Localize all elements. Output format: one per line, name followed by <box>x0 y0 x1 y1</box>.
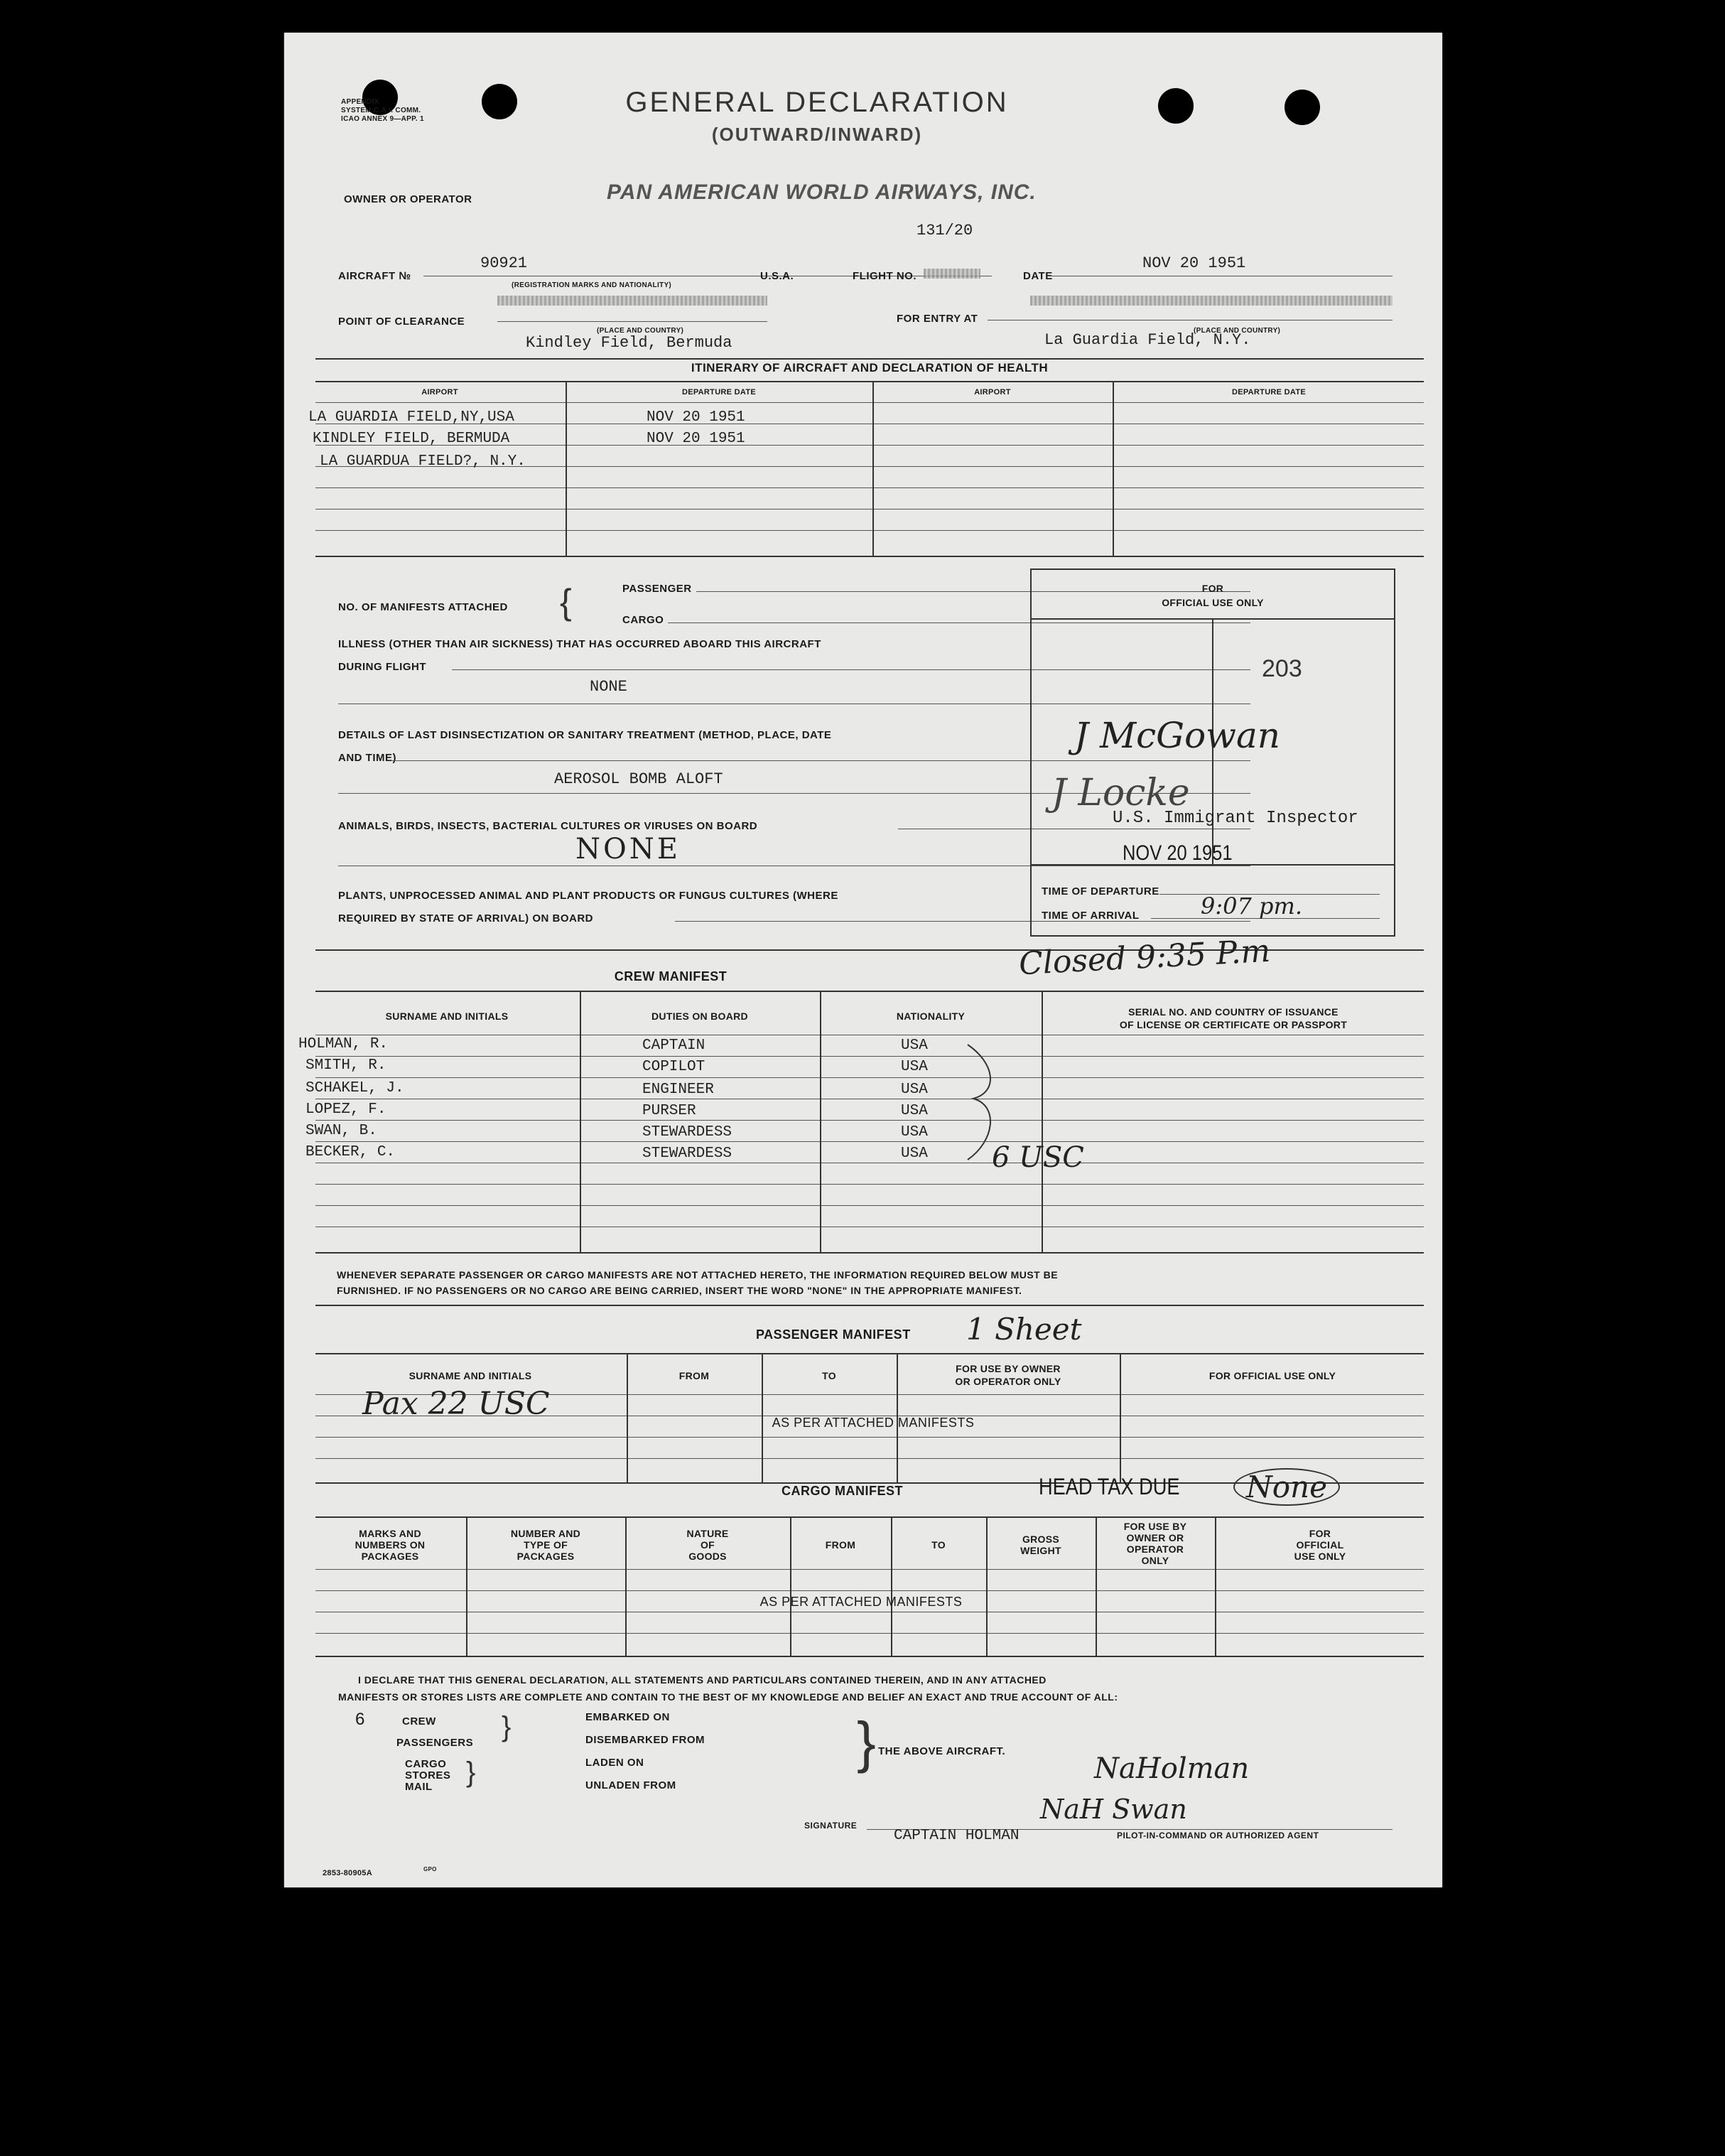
brace: } <box>466 1757 476 1788</box>
illness-value: NONE <box>590 678 627 696</box>
cargo-col-to: TO <box>931 1539 946 1551</box>
captain-name: CAPTAIN HOLMAN <box>894 1828 1020 1844</box>
brace: } <box>502 1711 512 1742</box>
crew-col-serial-2: OF LICENSE OR CERTIFICATE OR PASSPORT <box>1119 1019 1348 1030</box>
itinerary-date: NOV 20 1951 <box>647 409 745 426</box>
pilot-signature: NaHolman <box>1094 1752 1250 1785</box>
passengers-label: PASSENGERS <box>396 1737 474 1749</box>
brace: { <box>560 582 572 622</box>
official-title-2: OFFICIAL USE ONLY <box>1162 597 1264 608</box>
crew-duty: STEWARDESS <box>642 1146 732 1162</box>
itinerary-airport: LA GUARDIA FIELD,NY,USA <box>308 409 514 426</box>
cargo-col-from: FROM <box>825 1539 856 1551</box>
crew-nationality: USA <box>901 1082 928 1098</box>
cargo-col-official <box>1216 1528 1424 1562</box>
crew-nationality: USA <box>901 1103 928 1119</box>
declaration-line-2: MANIFESTS OR STORES LISTS ARE COMPLETE AND CONTAIN TO THE BEST OF MY KNOWLEDGE AND BELIEF AN EXACT AND TRUE ACCOUNT OF ALL: <box>338 1691 1118 1703</box>
crew-name: SMITH, R. <box>305 1057 386 1074</box>
redaction-mark <box>1030 296 1393 306</box>
cargo-title: CARGO MANIFEST <box>782 1484 903 1498</box>
aircraft-value: 90921 <box>480 254 528 272</box>
notice-line-2: FURNISHED. IF NO PASSENGERS OR NO CARGO ARE BEING CARRIED, INSERT THE WORD "NONE" IN THE APPROPRIATE MANIFEST. <box>337 1285 1022 1296</box>
crew-col-surname: SURNAME AND INITIALS <box>385 1010 509 1022</box>
official-number: 203 <box>1262 655 1302 682</box>
crew-duty: PURSER <box>642 1103 696 1119</box>
inspector-title: U.S. Immigrant Inspector <box>1113 809 1358 828</box>
cargo-attached: AS PER ATTACHED MANIFESTS <box>759 1595 963 1609</box>
date-value: NOV 20 1951 <box>1142 254 1246 272</box>
notice-line: WHENEVER SEPARATE PASSENGER OR CARGO MANIFESTS ARE NOT ATTACHED HERETO, THE INFORMATION REQUIRED BELOW MUST BE <box>337 1269 1059 1281</box>
manifests-cargo-label: CARGO <box>622 614 664 626</box>
redaction-mark <box>924 269 980 279</box>
crew-duty: COPILOT <box>642 1059 705 1075</box>
flight-label: FLIGHT NO. <box>853 270 916 282</box>
crew-col-nationality: NATIONALITY <box>896 1010 966 1022</box>
cargo-col-gross <box>988 1534 1094 1556</box>
registration-note: (REGISTRATION MARKS AND NATIONALITY) <box>512 281 672 289</box>
disembarked-label: DISEMBARKED FROM <box>585 1734 705 1746</box>
itinerary-col-airport: AIRPORT <box>421 388 458 397</box>
crew-nationality: USA <box>901 1037 928 1054</box>
owner-label: OWNER OR OPERATOR <box>344 193 472 205</box>
form-ref-line: ICAO ANNEX 9—APP. 1 <box>341 115 424 123</box>
cargo-col-marks <box>315 1528 465 1562</box>
crew-note: 6 USC <box>992 1141 1084 1174</box>
plants-label: PLANTS, UNPROCESSED ANIMAL AND PLANT PRODUCTS OR FUNGUS CULTURES (WHERE <box>338 890 838 902</box>
passenger-title: PASSENGER MANIFEST <box>756 1327 911 1342</box>
animals-value: NONE <box>575 833 681 866</box>
crew-title: CREW MANIFEST <box>614 969 728 983</box>
brace: } <box>857 1710 876 1774</box>
crew-name: HOLMAN, R. <box>298 1036 389 1052</box>
cargo-col-nature <box>627 1528 789 1562</box>
mail-label: MAIL <box>405 1781 433 1793</box>
inspector-signature: J McGowan <box>1074 715 1280 756</box>
illness-label-2: DURING FLIGHT <box>338 661 426 673</box>
cargo-col-owner-line: OPERATOR <box>1126 1543 1184 1555</box>
itinerary-airport: KINDLEY FIELD, BERMUDA <box>313 431 510 447</box>
punch-hole <box>1158 88 1194 124</box>
entry-label: FOR ENTRY AT <box>897 313 978 325</box>
illness-label: ILLNESS (OTHER THAN AIR SICKNESS) THAT HAS OCCURRED ABOARD THIS AIRCRAFT <box>338 638 821 650</box>
departure-time-label: TIME OF DEPARTURE <box>1042 885 1159 898</box>
clearance-value: Kindley Field, Bermuda <box>526 334 732 352</box>
head-tax-value: None <box>1233 1468 1340 1506</box>
cargo-col-marks-line: NUMBERS ON <box>355 1539 426 1551</box>
manifests-passenger-label: PASSENGER <box>622 583 692 595</box>
crew-duty: CAPTAIN <box>642 1037 705 1054</box>
cargo-col-owner-line: FOR USE BY <box>1123 1521 1187 1532</box>
aircraft-label: AIRCRAFT № <box>338 270 411 282</box>
arrival-time-label: TIME OF ARRIVAL <box>1042 910 1140 922</box>
unladen-label: UNLADEN FROM <box>585 1779 676 1791</box>
crew-count: 6 <box>355 1710 365 1729</box>
cargo-col-nature-line: OF <box>700 1539 715 1551</box>
crew-nationality: USA <box>901 1059 928 1075</box>
closed-note: Closed 9:35 P.m <box>1017 932 1272 983</box>
entry-value: La Guardia Field, N.Y. <box>1044 331 1251 349</box>
manifests-label: NO. OF MANIFESTS ATTACHED <box>338 601 508 613</box>
passenger-col-owner: FOR USE BY OWNER <box>956 1363 1061 1374</box>
head-tax-label: HEAD TAX DUE <box>1039 1474 1180 1499</box>
pilot-signature-2: NaH Swan <box>1040 1794 1187 1825</box>
declaration-form <box>284 33 1442 1887</box>
cargo-col-owner-line: ONLY <box>1141 1555 1169 1566</box>
crew-name: BECKER, C. <box>305 1144 396 1160</box>
place-note: (PLACE AND COUNTRY) <box>597 327 684 335</box>
signature-label: SIGNATURE <box>804 1821 858 1831</box>
disinsect-label: DETAILS OF LAST DISINSECTIZATION OR SANITARY TREATMENT (METHOD, PLACE, DATE <box>338 729 832 741</box>
itinerary-col-departure: DEPARTURE DATE <box>681 388 757 397</box>
crew-name: SWAN, B. <box>305 1123 377 1139</box>
declaration-line: I DECLARE THAT THIS GENERAL DECLARATION, ALL STATEMENTS AND PARTICULARS CONTAINED THEREIN, AND IN ANY ATTACHED <box>358 1674 1047 1686</box>
cargo-col-marks-line: PACKAGES <box>361 1551 419 1562</box>
pilot-label: PILOT-IN-COMMAND OR AUTHORIZED AGENT <box>1117 1831 1319 1840</box>
redaction-mark <box>497 296 767 306</box>
plants-label-2: REQUIRED BY STATE OF ARRIVAL) ON BOARD <box>338 912 594 925</box>
cargo-col-official-line: USE ONLY <box>1294 1551 1346 1562</box>
cargo-label: CARGO <box>405 1758 447 1770</box>
itinerary-title: ITINERARY OF AIRCRAFT AND DECLARATION OF HEALTH <box>691 361 1049 374</box>
punch-hole <box>1285 90 1320 125</box>
cargo-col-official-line: FOR <box>1309 1528 1331 1539</box>
nationality-label: U.S.A. <box>760 270 794 282</box>
crew-duty: ENGINEER <box>642 1082 714 1098</box>
cargo-col-gross-line: WEIGHT <box>1020 1545 1061 1556</box>
cargo-col-gross-line: GROSS <box>1022 1534 1060 1545</box>
form-reference <box>341 98 424 124</box>
place-note: (PLACE AND COUNTRY) <box>1194 327 1281 335</box>
clearance-label: POINT OF CLEARANCE <box>338 316 465 328</box>
crew-name: SCHAKEL, J. <box>305 1080 404 1096</box>
passenger-attached: AS PER ATTACHED MANIFESTS <box>772 1416 975 1430</box>
passenger-handwritten: Pax 22 USC <box>362 1386 550 1422</box>
printer-mark: GPO <box>423 1866 437 1872</box>
animals-label: ANIMALS, BIRDS, INSECTS, BACTERIAL CULTURES OR VIRUSES ON BOARD <box>338 820 758 832</box>
flight-number: 131/20 <box>916 222 973 239</box>
cargo-col-nature-line: NATURE <box>686 1528 729 1539</box>
owner-value: PAN AMERICAN WORLD AIRWAYS, INC. <box>607 180 1037 204</box>
passenger-col-surname: SURNAME AND INITIALS <box>409 1370 532 1381</box>
crew-name: LOPEZ, F. <box>305 1101 386 1118</box>
form-ref-line: APPENDIX <box>341 98 379 106</box>
laden-label: LADEN ON <box>585 1757 644 1769</box>
passenger-col-owner-2: OR OPERATOR ONLY <box>955 1376 1061 1387</box>
passenger-sheet-note: 1 Sheet <box>966 1312 1082 1347</box>
itinerary-airport: LA GUARDUA FIELD?, N.Y. <box>320 453 526 470</box>
embarked-label: EMBARKED ON <box>585 1711 670 1723</box>
stores-label: STORES <box>405 1769 451 1782</box>
crew-label: CREW <box>402 1715 436 1728</box>
cargo-col-number-line: PACKAGES <box>517 1551 575 1562</box>
disinsect-value: AEROSOL BOMB ALOFT <box>554 770 723 788</box>
cargo-col-marks-line: MARKS AND <box>359 1528 421 1539</box>
crew-duty: STEWARDESS <box>642 1124 732 1141</box>
punch-hole <box>482 84 517 119</box>
date-label: DATE <box>1023 270 1053 282</box>
crew-col-serial: SERIAL NO. AND COUNTRY OF ISSUANCE <box>1128 1006 1339 1018</box>
crew-nationality: USA <box>901 1124 928 1141</box>
cargo-col-official-line: OFFICIAL <box>1296 1539 1344 1551</box>
form-title: GENERAL DECLARATION <box>625 87 1009 118</box>
form-ref-line: SYSTEM C.A.I. COMM. <box>341 107 421 114</box>
form-subtitle: (OUTWARD/INWARD) <box>711 124 923 145</box>
official-title: FOR <box>1201 583 1224 594</box>
arrival-stamp: NOV 20 1951 <box>1123 841 1233 865</box>
crew-col-duties: DUTIES ON BOARD <box>651 1010 748 1022</box>
itinerary-col-departure-2: DEPARTURE DATE <box>1231 388 1307 397</box>
aircraft-label: THE ABOVE AIRCRAFT. <box>878 1745 1006 1757</box>
crew-nationality: USA <box>901 1146 928 1162</box>
inspector-signature-2: J Locke <box>1051 772 1190 814</box>
cargo-col-number <box>467 1528 624 1562</box>
passenger-col-to: TO <box>822 1370 836 1381</box>
cargo-col-owner-line: OWNER OR <box>1126 1532 1184 1543</box>
passenger-col-official: FOR OFFICIAL USE ONLY <box>1208 1370 1336 1381</box>
cargo-col-number-line: NUMBER AND <box>510 1528 581 1539</box>
disinsect-label-2: AND TIME) <box>338 752 396 764</box>
form-number: 2853-80905A <box>323 1869 372 1877</box>
cargo-col-owner <box>1097 1521 1213 1566</box>
itinerary-date: NOV 20 1951 <box>647 431 745 447</box>
itinerary-col-airport-2: AIRPORT <box>974 388 1011 397</box>
arrival-time-value: 9:07 pm. <box>1201 893 1303 920</box>
cargo-col-number-line: TYPE OF <box>524 1539 568 1551</box>
cargo-col-nature-line: GOODS <box>688 1551 727 1562</box>
passenger-col-from: FROM <box>678 1370 710 1381</box>
